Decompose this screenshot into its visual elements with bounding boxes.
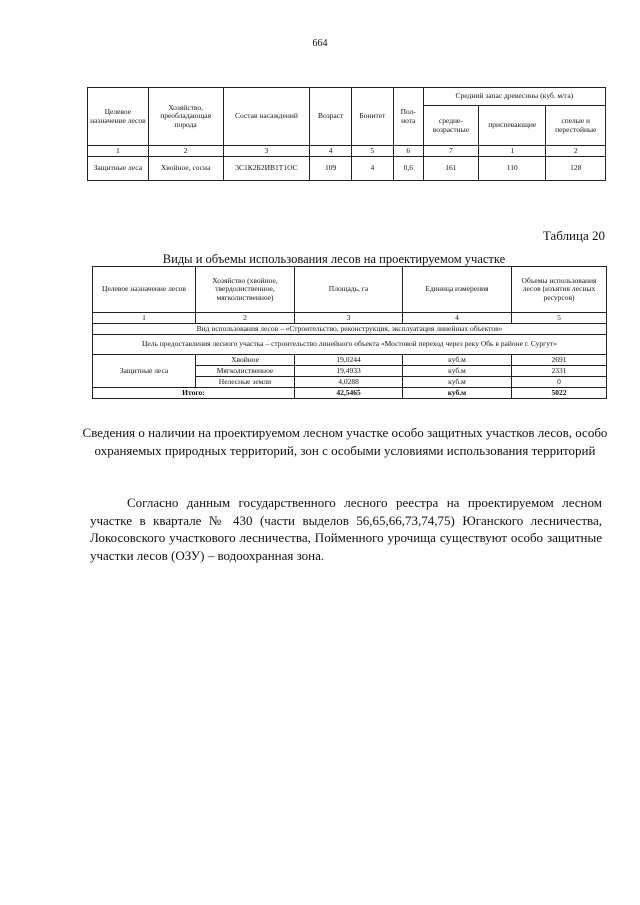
- cell-volume: 2331: [512, 366, 607, 377]
- col-number: 1: [88, 146, 149, 157]
- col-number: 2: [196, 313, 295, 324]
- header-farm: Хозяйство (хвойное, твердолиственное, мягколиственное): [196, 267, 295, 313]
- purpose-row: Цель предоставления лесного участка – строительство линейного объекта «Мостовой переход через реку Обь в районе г. Сургут»: [93, 335, 607, 355]
- header-purpose: Целевое назначение лесов: [88, 88, 149, 146]
- total-volume: 5022: [512, 388, 607, 399]
- cell-area: 19,4933: [295, 366, 403, 377]
- cell-density: 0,6: [393, 157, 423, 181]
- header-bonitet: Бонитет: [352, 88, 394, 146]
- cell-area: 19,0244: [295, 355, 403, 366]
- total-row: [93, 388, 607, 399]
- header-age: Возраст: [310, 88, 352, 146]
- col-number: 1: [93, 313, 196, 324]
- table-row: [88, 157, 606, 181]
- header-density: Пол-нота: [393, 88, 423, 146]
- cell-unit: куб.м: [403, 366, 512, 377]
- col-number: 2: [546, 146, 606, 157]
- body-paragraph: Согласно данным государственного лесного реестра на проектируемом лесном участке в квартале № 430 (части выделов 56,65,66,73,74,75) Юганского лесничества, Локосовского участкового лесничества, Пойменного урочища существуют особо защитные участки лесов (ОЗУ) – водоохранная зона.: [90, 495, 602, 563]
- header-stock: Средний запас древесины (куб. м/га): [423, 88, 605, 106]
- cell-unit: куб.м: [403, 355, 512, 366]
- col-number: 2: [148, 146, 223, 157]
- header-unit: Единица измерения: [403, 267, 512, 313]
- header-maturing: приспевающие: [479, 106, 546, 146]
- cell-volume: 0: [512, 377, 607, 388]
- col-number: 5: [512, 313, 607, 324]
- header-purpose: Целевое назначение лесов: [93, 267, 196, 313]
- forest-use-table: [92, 266, 607, 399]
- cell-mature: 128: [546, 157, 606, 181]
- col-number: 3: [295, 313, 403, 324]
- col-number: 4: [403, 313, 512, 324]
- col-number: 7: [423, 146, 478, 157]
- section-heading: Сведения о наличии на проектируемом лесном участке особо защитных участков лесов, особо охраняемых природных территорий, зон с особыми условиями использования территорий: [82, 425, 608, 458]
- cell-bonitet: 4: [352, 157, 394, 181]
- cell-middle-aged: 161: [423, 157, 478, 181]
- cell-volume: 2691: [512, 355, 607, 366]
- cell-unit: куб.м: [403, 377, 512, 388]
- col-number: 1: [479, 146, 546, 157]
- header-mature: спелые и перестойные: [546, 106, 606, 146]
- table-title: Виды и объемы использования лесов на проектируемом участке: [162, 252, 506, 266]
- header-composition: Состав насаждений: [223, 88, 310, 146]
- cell-age: 109: [310, 157, 352, 181]
- cell-composition: 3С1К2Б2ИВ1Т1ОС: [223, 157, 310, 181]
- cell-farm: Хвойное: [196, 355, 295, 366]
- header-middle-aged: средне-возрастные: [423, 106, 478, 146]
- cell-area: 4,0288: [295, 377, 403, 388]
- col-number: 3: [223, 146, 310, 157]
- header-farm: Хозяйство, преобладающая порода: [148, 88, 223, 146]
- stand-table: [87, 87, 606, 181]
- table-row: [93, 355, 607, 366]
- cell-purpose: Защитные леса: [88, 157, 149, 181]
- header-area: Площадь, га: [295, 267, 403, 313]
- use-type-row: Вид использования лесов – «Строительство, реконструкция, эксплуатация линейных объектов»: [93, 324, 607, 335]
- col-number: 5: [352, 146, 394, 157]
- col-number: 4: [310, 146, 352, 157]
- cell-farm: Мягколиственное: [196, 366, 295, 377]
- cell-maturing: 110: [479, 157, 546, 181]
- total-label: Итого:: [93, 388, 295, 399]
- cell-farm: Нелесные земли: [196, 377, 295, 388]
- cell-farm: Хвойное, сосна: [148, 157, 223, 181]
- header-volume: Объемы использования лесов (изъятия лесных ресурсов): [512, 267, 607, 313]
- cell-group: Защитные леса: [93, 355, 196, 388]
- total-unit: куб.м: [403, 388, 512, 399]
- table-caption: Таблица 20: [542, 228, 605, 243]
- total-area: 42,5465: [295, 388, 403, 399]
- col-number: 6: [393, 146, 423, 157]
- page-number: 664: [312, 38, 328, 49]
